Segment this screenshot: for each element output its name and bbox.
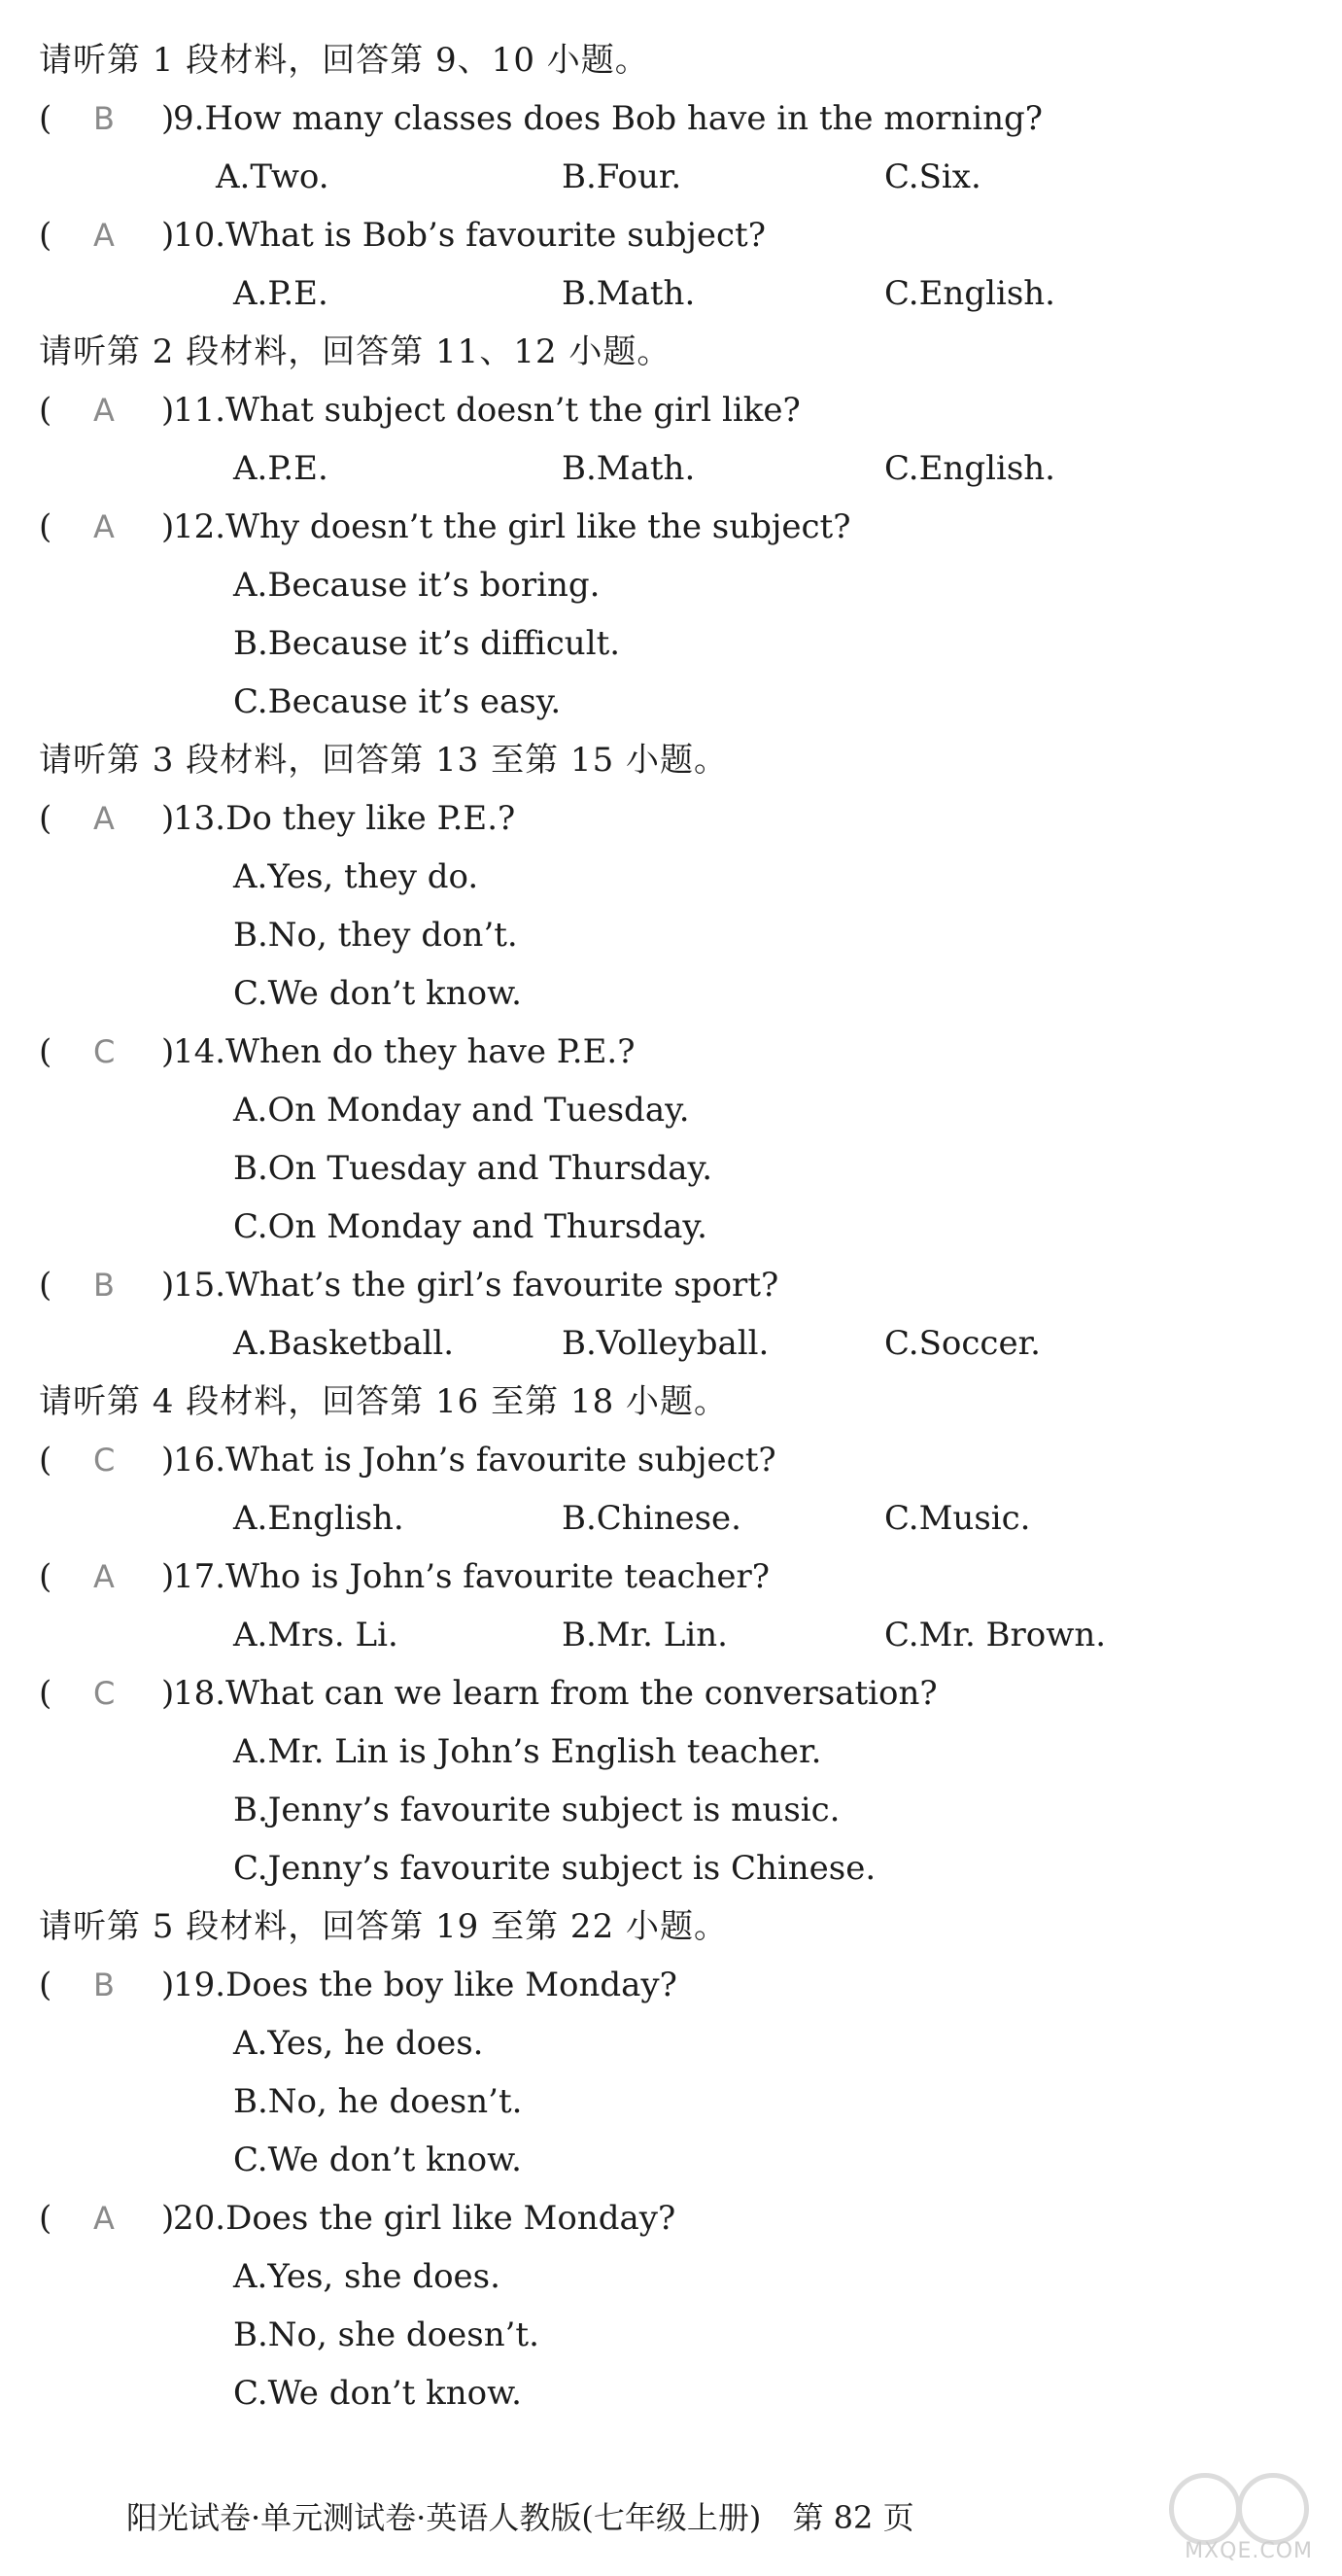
answer-mark: A bbox=[93, 2200, 115, 2237]
option-a: A.Two. bbox=[216, 157, 329, 196]
section-title: 请听第 1 段材料，回答第 9、10 小题。 bbox=[39, 41, 649, 80]
question-row bbox=[0, 1256, 1342, 1315]
option-row bbox=[0, 1081, 1342, 1140]
option-c: C.Jenny’s favourite subject is Chinese. bbox=[233, 1849, 877, 1888]
paren-close: ) bbox=[161, 391, 175, 430]
answer-mark: A bbox=[93, 1558, 115, 1595]
section-title: 请听第 2 段材料，回答第 11、12 小题。 bbox=[39, 332, 671, 371]
paren-close: ) bbox=[161, 216, 175, 255]
question-text: 20.Does the girl like Monday? bbox=[173, 2199, 676, 2238]
option-a: A.P.E. bbox=[233, 274, 328, 313]
option-row bbox=[0, 556, 1342, 615]
paren-close: ) bbox=[161, 2199, 175, 2238]
option-row bbox=[0, 848, 1342, 907]
option-c: C.On Monday and Thursday. bbox=[233, 1207, 707, 1246]
question-text: 16.What is John’s favourite subject? bbox=[173, 1441, 776, 1479]
paren-open: ( bbox=[39, 799, 52, 838]
question-text: 12.Why doesn’t the girl like the subject? bbox=[173, 507, 851, 546]
paren-open: ( bbox=[39, 391, 52, 430]
answer-mark: A bbox=[93, 800, 115, 837]
question-text: 11.What subject doesn’t the girl like? bbox=[173, 391, 801, 430]
option-a: A.Yes, they do. bbox=[233, 857, 479, 896]
answer-mark: B bbox=[93, 1267, 115, 1304]
option-a: A.Basketball. bbox=[233, 1324, 455, 1363]
question-text: 10.What is Bob’s favourite subject? bbox=[173, 216, 766, 255]
paren-open: ( bbox=[39, 1441, 52, 1479]
option-row bbox=[0, 906, 1342, 965]
option-c: C.Mr. Brown. bbox=[884, 1616, 1107, 1654]
question-row bbox=[0, 1548, 1342, 1607]
paren-close: ) bbox=[161, 1966, 175, 2004]
paren-close: ) bbox=[161, 507, 175, 546]
question-row bbox=[0, 89, 1342, 149]
option-c: C.Six. bbox=[884, 157, 981, 196]
section-title: 请听第 5 段材料，回答第 19 至第 22 小题。 bbox=[39, 1907, 729, 1946]
option-row bbox=[0, 439, 1342, 499]
watermark-circle-icon bbox=[1237, 2473, 1309, 2545]
answer-mark: A bbox=[93, 392, 115, 429]
option-b: B.Jenny’s favourite subject is music. bbox=[233, 1791, 841, 1829]
answer-mark: C bbox=[93, 1442, 116, 1479]
question-row bbox=[0, 381, 1342, 440]
option-row bbox=[0, 2014, 1342, 2073]
question-row bbox=[0, 206, 1342, 265]
answer-mark: B bbox=[93, 100, 115, 137]
footer-book-title: 阳光试卷·单元测试卷·英语人教版(七年级上册) bbox=[126, 2499, 762, 2536]
option-c: C.English. bbox=[884, 274, 1055, 313]
option-row bbox=[0, 1198, 1342, 1257]
option-b: B.Mr. Lin. bbox=[562, 1616, 728, 1654]
watermark-circle-icon bbox=[1169, 2473, 1241, 2545]
question-text: 14.When do they have P.E.? bbox=[173, 1032, 636, 1071]
answer-mark: C bbox=[93, 1675, 116, 1712]
option-c: C.Music. bbox=[884, 1499, 1031, 1538]
option-row bbox=[0, 2072, 1342, 2132]
option-b: B.Math. bbox=[562, 449, 696, 488]
option-c: C.Because it’s easy. bbox=[233, 682, 562, 721]
option-row bbox=[0, 1839, 1342, 1898]
watermark-text: MXQE.COM bbox=[1185, 2539, 1313, 2563]
option-c: C.English. bbox=[884, 449, 1055, 488]
option-row bbox=[0, 1139, 1342, 1199]
option-c: C.We don’t know. bbox=[233, 2374, 522, 2413]
question-row bbox=[0, 1431, 1342, 1490]
question-row bbox=[0, 1664, 1342, 1723]
question-row bbox=[0, 1023, 1342, 1082]
paren-open: ( bbox=[39, 1674, 52, 1713]
paren-open: ( bbox=[39, 1966, 52, 2004]
watermark bbox=[1076, 2469, 1319, 2566]
question-text: 9.How many classes does Bob have in the morning? bbox=[173, 99, 1043, 138]
option-row bbox=[0, 1314, 1342, 1374]
option-a: A.P.E. bbox=[233, 449, 328, 488]
paren-open: ( bbox=[39, 1557, 52, 1596]
answer-mark: B bbox=[93, 1967, 115, 2003]
option-row bbox=[0, 1606, 1342, 1665]
option-row bbox=[0, 264, 1342, 324]
option-b: B.Chinese. bbox=[562, 1499, 741, 1538]
paren-close: ) bbox=[161, 1674, 175, 1713]
option-c: C.We don’t know. bbox=[233, 974, 522, 1013]
question-row bbox=[0, 789, 1342, 849]
option-b: B.Four. bbox=[562, 157, 682, 196]
paren-open: ( bbox=[39, 1032, 52, 1071]
section-title: 请听第 4 段材料，回答第 16 至第 18 小题。 bbox=[39, 1382, 729, 1421]
option-row bbox=[0, 2247, 1342, 2307]
paren-open: ( bbox=[39, 216, 52, 255]
paren-close: ) bbox=[161, 1441, 175, 1479]
option-a: A.English. bbox=[233, 1499, 404, 1538]
answer-mark: A bbox=[93, 217, 115, 254]
answer-mark: A bbox=[93, 508, 115, 545]
question-row bbox=[0, 2189, 1342, 2248]
option-a: A.Yes, she does. bbox=[233, 2257, 500, 2296]
option-row bbox=[0, 1723, 1342, 1782]
paren-close: ) bbox=[161, 799, 175, 838]
question-row bbox=[0, 498, 1342, 557]
paren-open: ( bbox=[39, 507, 52, 546]
option-b: B.On Tuesday and Thursday. bbox=[233, 1149, 713, 1188]
question-text: 17.Who is John’s favourite teacher? bbox=[173, 1557, 771, 1596]
question-text: 18.What can we learn from the conversation? bbox=[173, 1674, 938, 1713]
paren-close: ) bbox=[161, 1266, 175, 1305]
option-a: A.On Monday and Tuesday. bbox=[233, 1091, 690, 1130]
option-a: A.Because it’s boring. bbox=[233, 566, 601, 605]
option-b: B.No, he doesn’t. bbox=[233, 2082, 523, 2121]
paren-open: ( bbox=[39, 99, 52, 138]
option-c: C.Soccer. bbox=[884, 1324, 1041, 1363]
paren-open: ( bbox=[39, 2199, 52, 2238]
option-c: C.We don’t know. bbox=[233, 2141, 522, 2179]
option-b: B.No, they don’t. bbox=[233, 916, 518, 955]
option-row bbox=[0, 614, 1342, 674]
option-row bbox=[0, 964, 1342, 1024]
option-b: B.Math. bbox=[562, 274, 696, 313]
section-title: 请听第 3 段材料，回答第 13 至第 15 小题。 bbox=[39, 741, 729, 780]
option-b: B.Volleyball. bbox=[562, 1324, 770, 1363]
option-b: B.Because it’s difficult. bbox=[233, 624, 621, 663]
option-b: B.No, she doesn’t. bbox=[233, 2315, 539, 2354]
question-row bbox=[0, 1956, 1342, 2015]
question-text: 15.What’s the girl’s favourite sport? bbox=[173, 1266, 779, 1305]
answer-mark: C bbox=[93, 1033, 116, 1070]
option-row bbox=[0, 148, 1342, 207]
option-row bbox=[0, 2131, 1342, 2190]
paren-close: ) bbox=[161, 1557, 175, 1596]
option-row bbox=[0, 2306, 1342, 2365]
option-a: A.Yes, he does. bbox=[233, 2024, 484, 2063]
option-row bbox=[0, 2364, 1342, 2423]
option-a: A.Mr. Lin is John’s English teacher. bbox=[233, 1732, 822, 1771]
option-row bbox=[0, 1489, 1342, 1549]
question-text: 13.Do they like P.E.? bbox=[173, 799, 516, 838]
paren-open: ( bbox=[39, 1266, 52, 1305]
option-a: A.Mrs. Li. bbox=[233, 1616, 398, 1654]
option-row bbox=[0, 1781, 1342, 1840]
paren-close: ) bbox=[161, 99, 175, 138]
question-text: 19.Does the boy like Monday? bbox=[173, 1966, 677, 2004]
page-number: 第 82 页 bbox=[792, 2499, 914, 2536]
paren-close: ) bbox=[161, 1032, 175, 1071]
option-row bbox=[0, 673, 1342, 732]
